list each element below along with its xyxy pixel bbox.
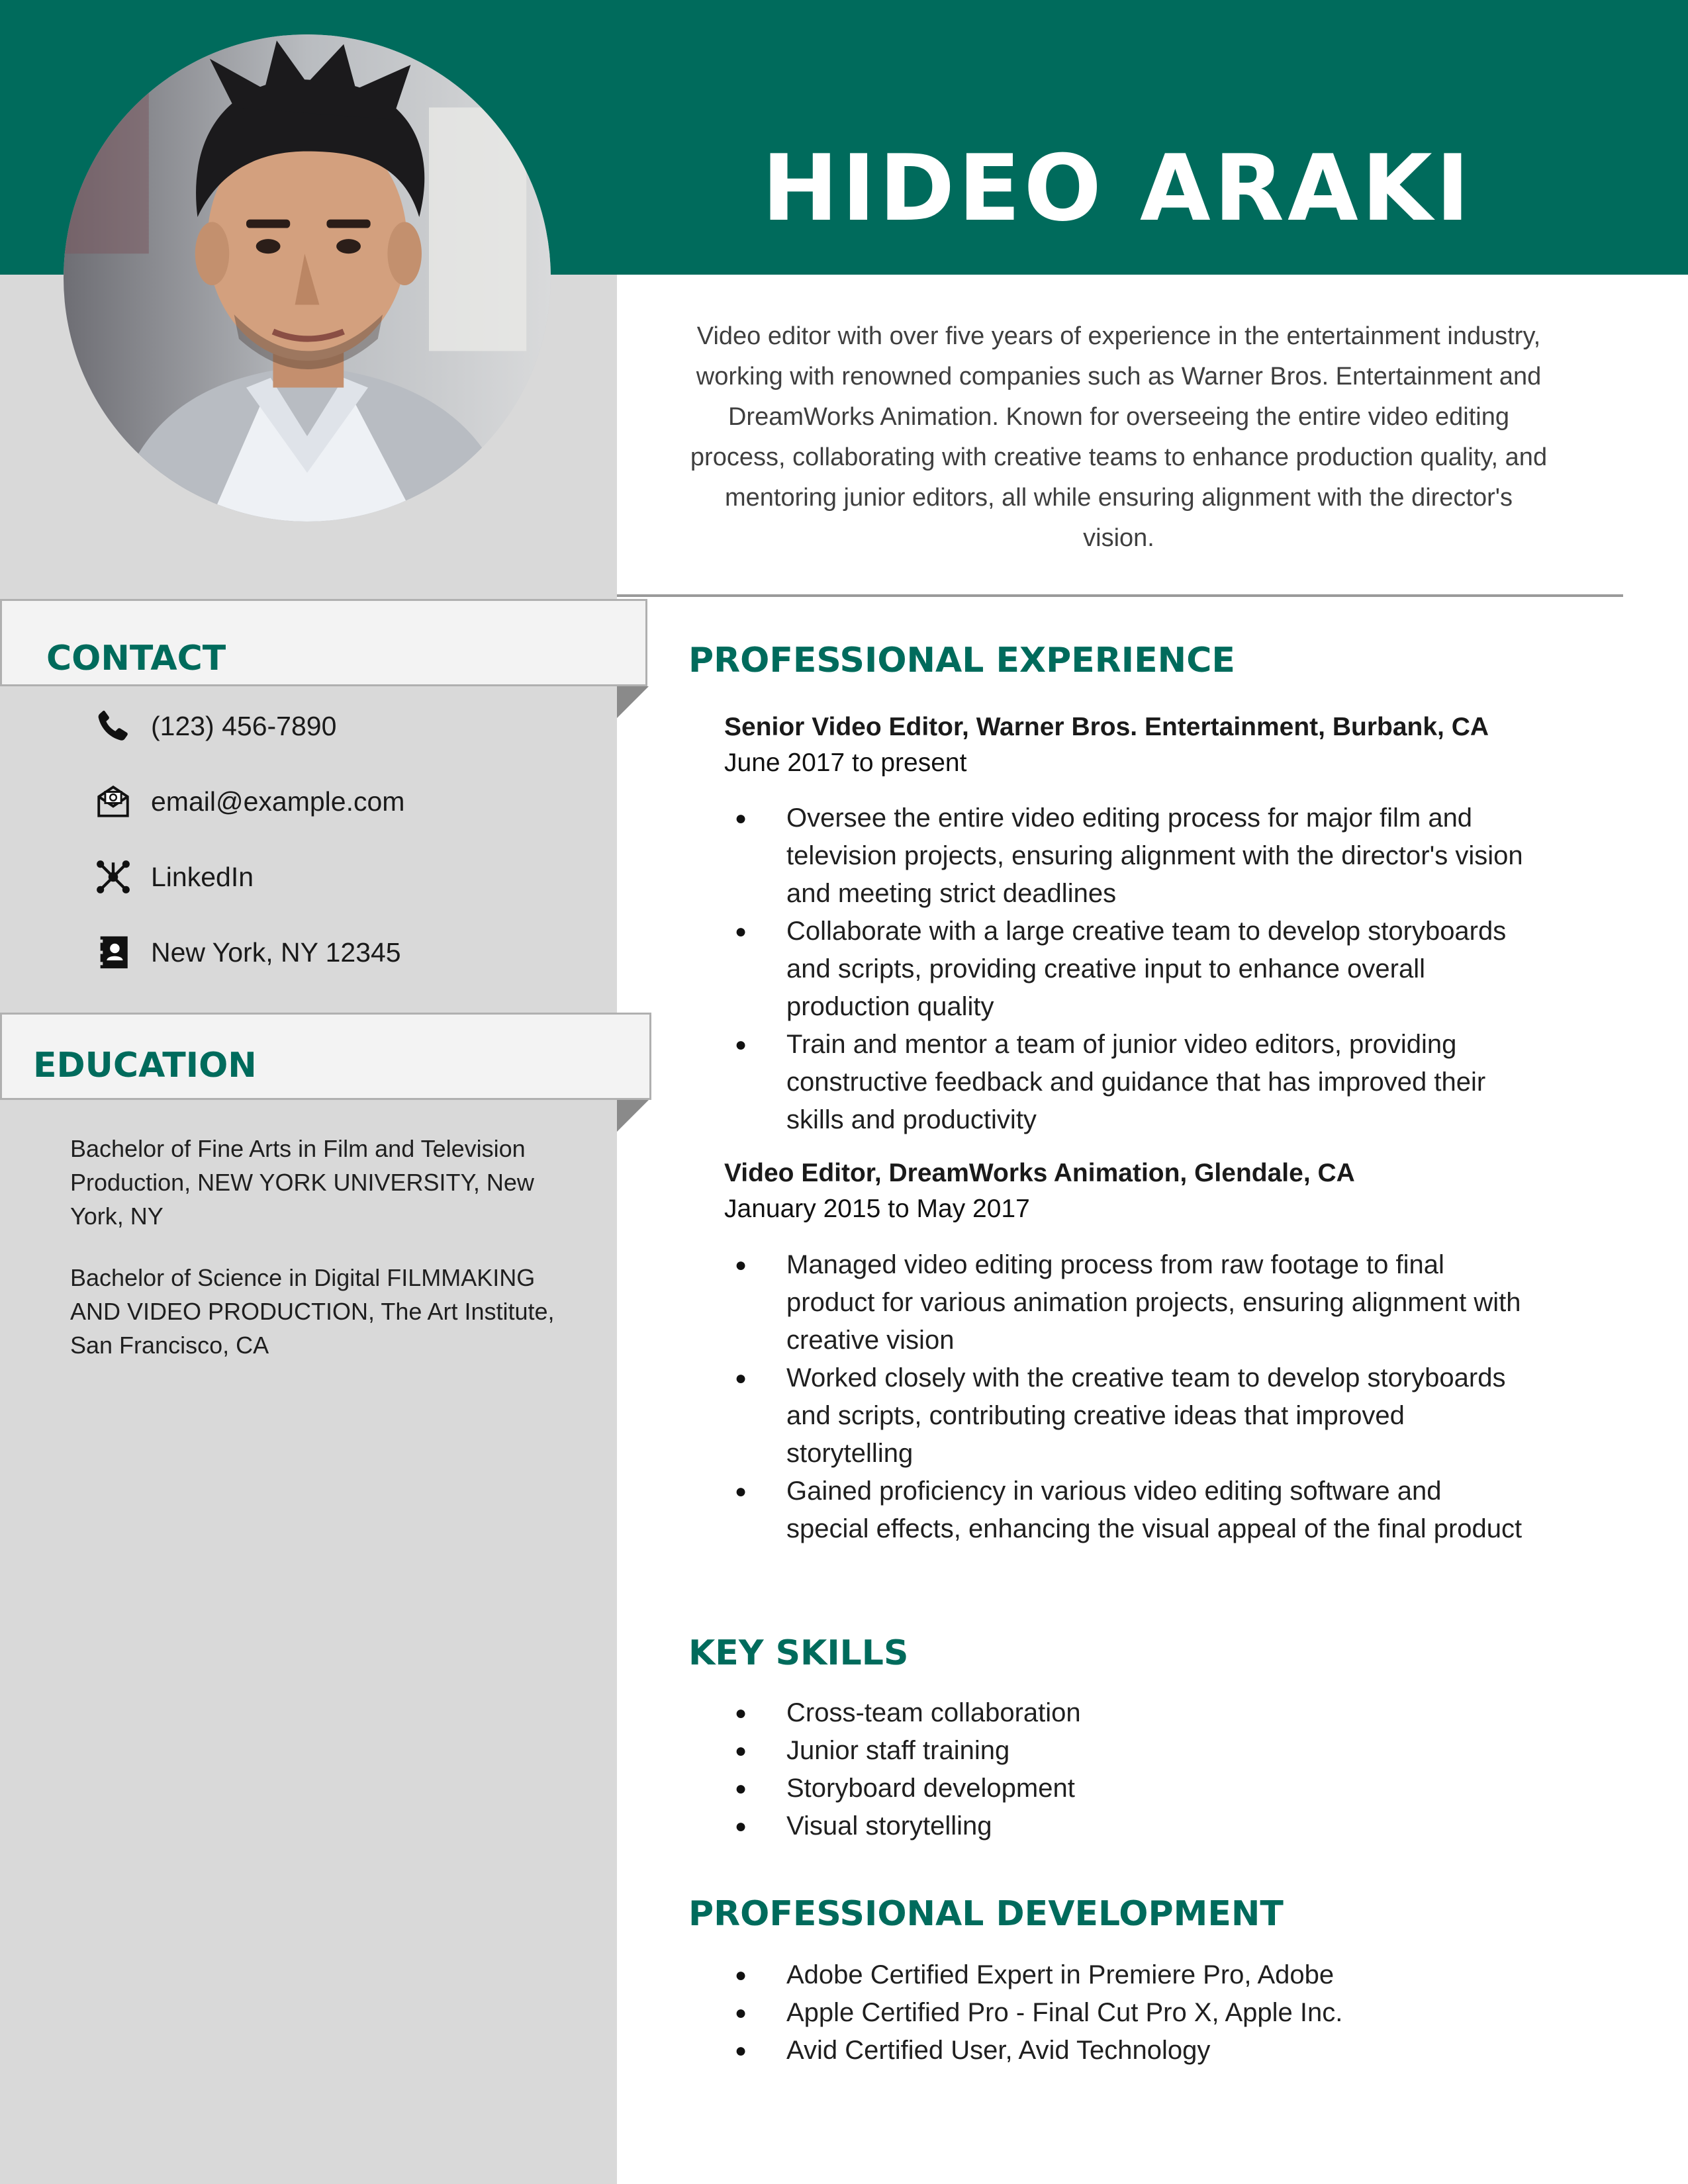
contact-phone bbox=[93, 703, 336, 749]
education-heading: EDUCATION bbox=[33, 1046, 257, 1085]
education-item: Bachelor of Fine Arts in Film and Television Production, NEW YORK UNIVERSITY, New York, NY bbox=[70, 1135, 534, 1230]
job-dates: January 2015 to May 2017 bbox=[724, 1195, 1030, 1223]
list-item: ● Train and mentor a team of junior video editors, providing constructive feedback and guidance that has improved their skills and productivity bbox=[735, 1026, 1529, 1139]
contact-heading: CONTACT bbox=[46, 639, 226, 678]
experience-heading: PROFESSIONAL EXPERIENCE bbox=[688, 641, 1235, 680]
development-heading: PROFESSIONAL DEVELOPMENT bbox=[688, 1894, 1284, 1934]
list-item: ● Gained proficiency in various video editing software and special effects, enhancing the visual appeal of the final product bbox=[735, 1473, 1529, 1548]
education-item: Bachelor of Science in Digital FILMMAKING AND VIDEO PRODUCTION, The Art Institute, San Francisco, CA bbox=[70, 1264, 555, 1359]
job-title: Video Editor, DreamWorks Animation, Glendale, CA bbox=[724, 1159, 1355, 1187]
address: New York, NY 12345 bbox=[151, 936, 401, 968]
phone-icon bbox=[93, 705, 134, 747]
contact-linkedin[interactable] bbox=[93, 854, 254, 900]
skills-heading: KEY SKILLS bbox=[688, 1633, 909, 1673]
list-item: ● Avid Certified User, Avid Technology bbox=[735, 2032, 1529, 2070]
list-item: ● Storyboard development bbox=[735, 1770, 1529, 1807]
list-item: ● Managed video editing process from raw footage to final product for various animation projects, ensuring alignment with creative vision bbox=[735, 1246, 1529, 1359]
skills-list bbox=[735, 1694, 1529, 1845]
list-item: ● Junior staff training bbox=[735, 1732, 1529, 1770]
profile-photo bbox=[64, 34, 551, 522]
network-icon bbox=[93, 856, 134, 897]
summary-divider bbox=[617, 594, 1623, 597]
list-item: ● Worked closely with the creative team to develop storyboards and scripts, contributing creative ideas that improved storytelling bbox=[735, 1359, 1529, 1473]
candidate-name: HIDEO ARAKI bbox=[761, 135, 1474, 242]
phone-number: (123) 456-7890 bbox=[151, 710, 337, 741]
contact-email[interactable] bbox=[93, 778, 404, 825]
job-title: Senior Video Editor, Warner Bros. Entertainment, Burbank, CA bbox=[724, 713, 1489, 741]
contact-address bbox=[93, 929, 401, 976]
list-item: ● Apple Certified Pro - Final Cut Pro X, Apple Inc. bbox=[735, 1994, 1529, 2032]
address-book-icon bbox=[93, 932, 134, 973]
contact-tab-fold bbox=[617, 686, 649, 718]
list-item: ● Visual storytelling bbox=[735, 1807, 1529, 1845]
development-list bbox=[735, 1956, 1529, 2070]
job-dates: June 2017 to present bbox=[724, 749, 967, 777]
job-bullets bbox=[735, 799, 1529, 1139]
education-tab-fold bbox=[617, 1100, 649, 1132]
envelope-icon bbox=[93, 781, 134, 822]
list-item: ● Oversee the entire video editing process for major film and television projects, ensuring alignment with the director's vision and meeting strict deadlines bbox=[735, 799, 1529, 913]
list-item: ● Collaborate with a large creative team to develop storyboards and scripts, providing creative input to enhance overall production quality bbox=[735, 913, 1529, 1026]
list-item: ● Cross-team collaboration bbox=[735, 1694, 1529, 1732]
job-bullets bbox=[735, 1246, 1529, 1548]
profile-summary: Video editor with over five years of experience in the entertainment industry, working with renowned companies such as Warner Bros. Entertainment and DreamWorks Animation. Known for overseeing the entire video editing process, collaborating with creative teams to enhance production quality, and mentoring junior editors, all while ensuring alignment with the director's vision. bbox=[690, 322, 1548, 552]
list-item: ● Adobe Certified Expert in Premiere Pro, Adobe bbox=[735, 1956, 1529, 1994]
email-address[interactable]: email@example.com bbox=[151, 786, 405, 817]
linkedin-link[interactable]: LinkedIn bbox=[151, 861, 254, 892]
